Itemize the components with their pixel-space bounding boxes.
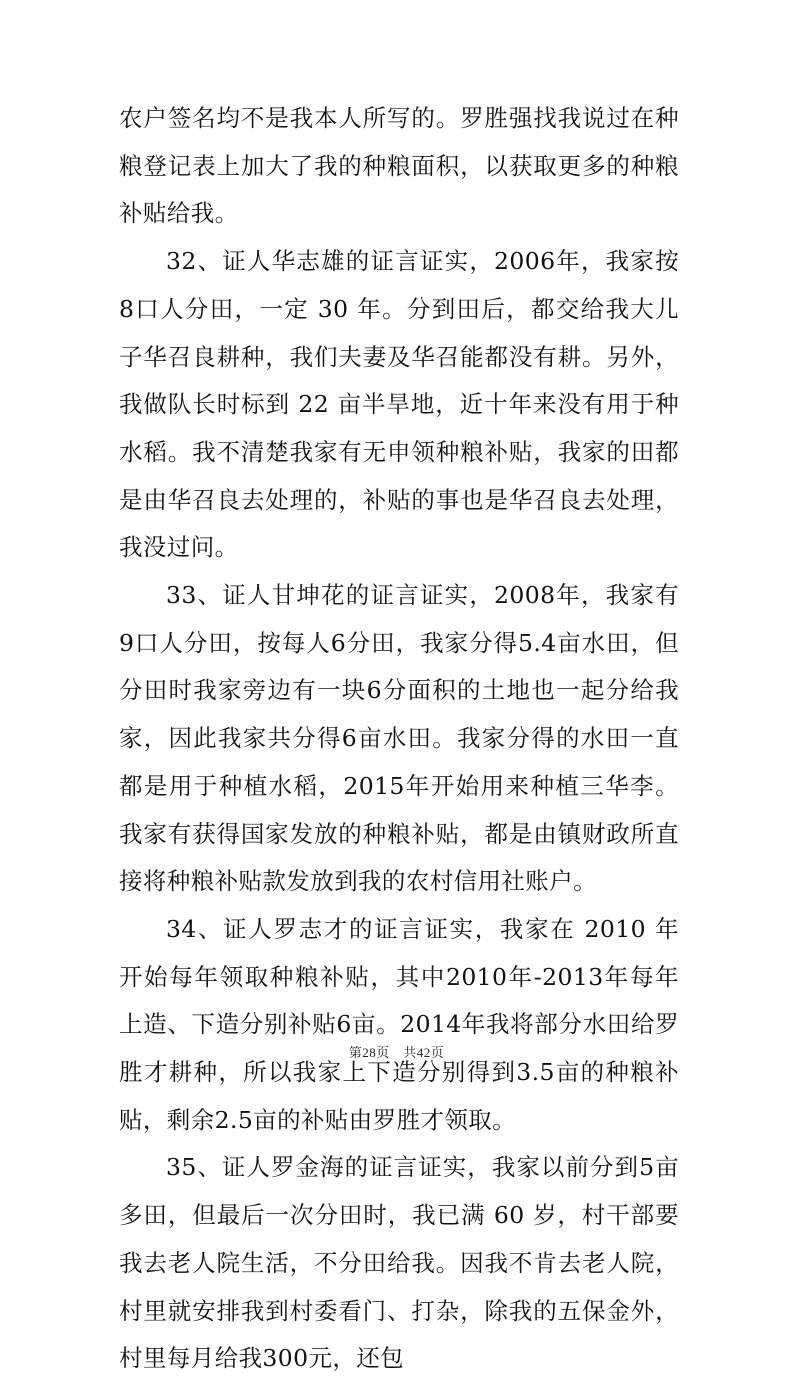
paragraph-testimony-32: 32、证人华志雄的证言证实，2006年，我家按8口人分田，一定 30 年。分到田后，都交给我大儿子华召良耕种，我们夫妻及华召能都没有耕。另外，我做队长时标到 22 亩半旱地，近十年来没有用于种水稻。我不清楚我家有无申领种粮补贴，我家的田都是由华召良去处理的，补贴的事也是华召良去处理，我没过问。 [119, 247, 679, 562]
paragraph-testimony-33: 33、证人甘坤花的证言证实，2008年，我家有9口人分田，按每人6分田，我家分得5.4亩水田，但分田时我家旁边有一块6分面积的土地也一起分给我家，因此我家共分得6亩水田。我家分得的水田一直都是用于种植水稻，2015年开始用来种植三华李。我家有获得国家发放的种粮补贴，都是由镇财政所直接将种粮补贴款发放到我的农村信用社账户。 [119, 581, 679, 896]
page-number-footer: 第28页 共42页 [348, 1045, 445, 1060]
paragraph-testimony-34: 34、证人罗志才的证言证实，我家在 2010 年开始每年领取种粮补贴，其中2010年-2013年每年上造、下造分别补贴6亩。2014年我将部分水田给罗胜才耕种，所以我家上下造分别得到3.5亩的种粮补贴，剩余2.5亩的补贴由罗胜才领取。 [119, 914, 679, 1134]
paragraph-continuation: 农户签名均不是我本人所写的。罗胜强找我说过在种粮登记表上加大了我的种粮面积，以获取更多的种粮补贴给我。 [119, 104, 679, 228]
document-body [119, 95, 679, 1383]
paragraph-testimony-35: 35、证人罗金海的证言证实，我家以前分到5亩多田，但最后一次分田时，我已满 60 岁，村干部要我去老人院生活，不分田给我。因我不肯去老人院，村里就安排我到村委看门、打杂，除我的五保金外，村里每月给我300元，还包 [119, 1153, 679, 1373]
